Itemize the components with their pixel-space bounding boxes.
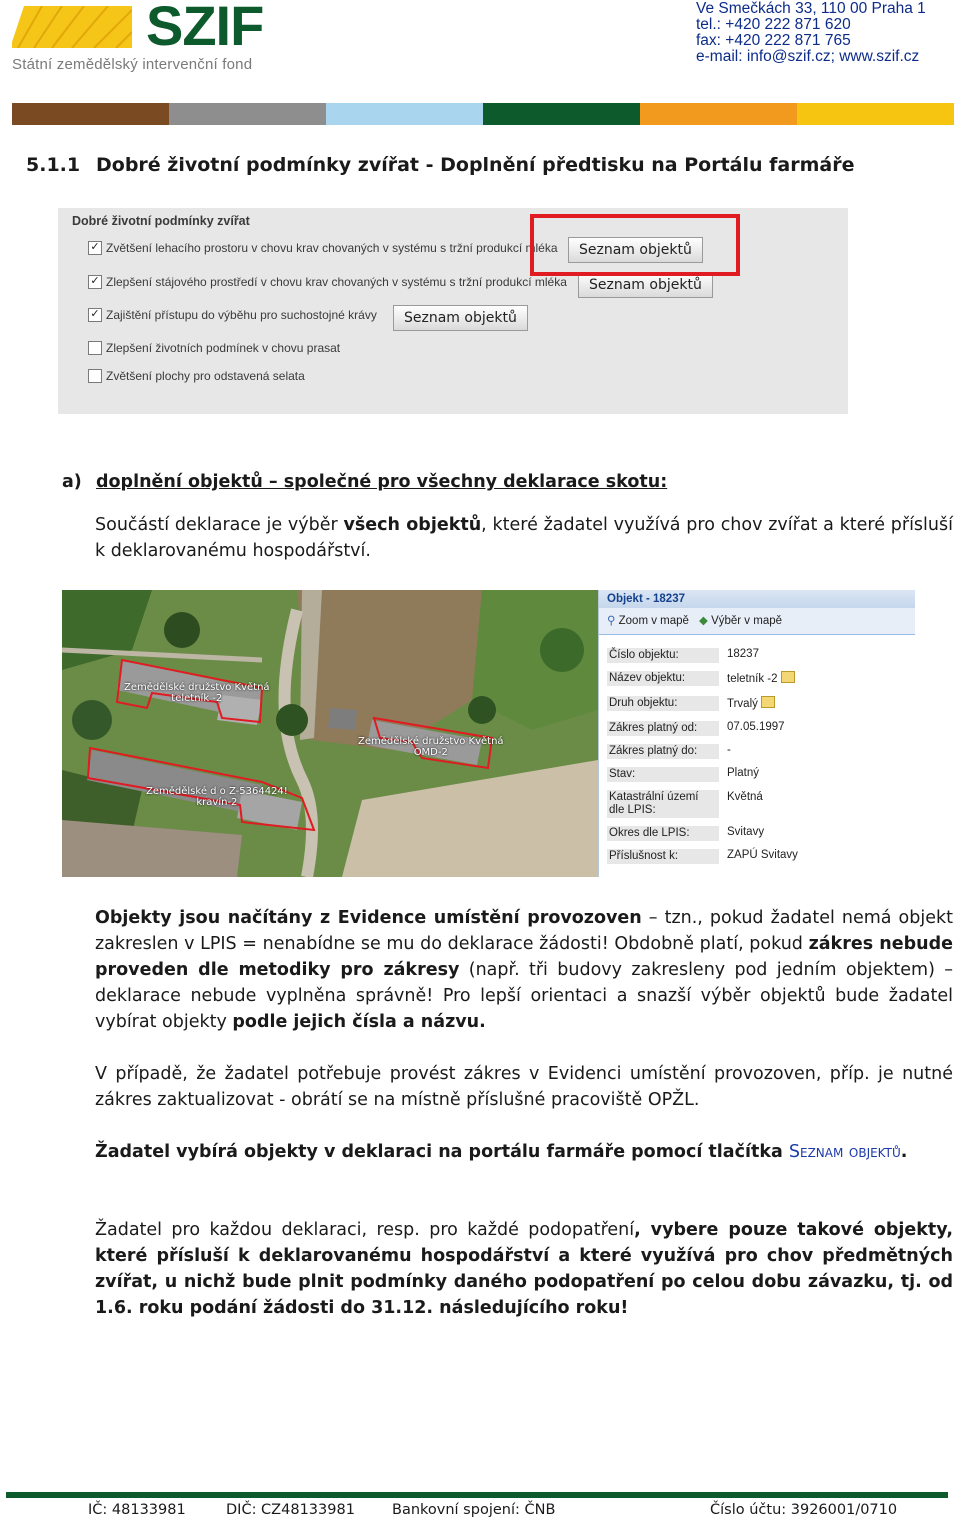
bold-text: zákres nebude proveden dle metodiky pro zákresy: [95, 934, 953, 980]
detail-value: [727, 671, 795, 686]
seznam-objektu-button[interactable]: Seznam objektů: [578, 272, 713, 298]
detail-value: -: [727, 744, 731, 756]
map-label-line: Zemědělské družstvo Květná: [358, 736, 504, 747]
bold-text: všech objektů: [343, 515, 482, 535]
map-label-line: teletník -2: [171, 693, 223, 704]
detail-value: Svitavy: [727, 826, 765, 838]
email-web[interactable]: e-mail: info@szif.cz; www.szif.cz: [696, 48, 920, 65]
paragraph-zakres: V případě, že žadatel potřebuje provést zákres v Evidenci umístění provozoven, příp. je nutné zákres zaktualizovat - obrátí se na místně příslušné pracoviště OPŽL.: [95, 1064, 953, 1110]
paragraph-selection-rule: [95, 1217, 953, 1321]
color-segment: [483, 103, 640, 125]
checkbox-row[interactable]: [88, 241, 558, 255]
detail-value-text: Trvalý: [727, 698, 758, 710]
edit-icon[interactable]: [781, 671, 795, 683]
contact-block: [696, 1, 926, 65]
bold-text: Žadatel vybírá objekty v deklaraci na portálu farmáře pomocí tlačítka: [95, 1142, 789, 1162]
paragraph-intro: [95, 512, 953, 564]
color-segment: [326, 103, 483, 125]
checkbox-label: Zajištění přístupu do výběhu pro suchostojné krávy: [106, 308, 377, 322]
detail-value: [727, 696, 775, 711]
magnifier-icon: ⚲: [607, 615, 616, 627]
zoom-in-map-button[interactable]: [607, 608, 689, 634]
checkbox-label: Zlepšení životních podmínek v chovu prasat: [106, 341, 341, 355]
szif-logo-mark-icon: [12, 6, 132, 48]
seznam-objektu-button[interactable]: Seznam objektů: [568, 237, 703, 263]
edit-icon[interactable]: [761, 696, 775, 708]
checkbox-row[interactable]: [88, 308, 377, 322]
aerial-map-image: [62, 590, 598, 877]
object-panel-toolbar: [599, 608, 915, 635]
detail-key: Stav:: [607, 767, 719, 782]
seznam-objektu-button[interactable]: Seznam objektů: [393, 305, 528, 331]
checkbox-row[interactable]: [88, 275, 567, 289]
checkbox-label: Zvětšení plochy pro odstavená selata: [106, 369, 305, 383]
text: Žadatel pro každou deklaraci, resp. pro každé podopatření: [95, 1220, 635, 1240]
checkbox[interactable]: ✓: [88, 308, 102, 322]
zoom-label: Zoom v mapě: [618, 615, 689, 627]
detail-key: Katastrální území dle LPIS:: [607, 790, 719, 818]
checkbox-label: Zlepšení stájového prostředí v chovu krav chovaných v systému s tržní produkcí mléka: [106, 275, 567, 289]
checkbox-row[interactable]: [88, 341, 340, 355]
detail-key: Název objektu:: [607, 671, 719, 686]
subheading-letter: a): [62, 472, 82, 492]
bold-text: podle jejich čísla a názvu.: [232, 1012, 486, 1032]
color-segment: [12, 103, 169, 125]
paragraph-button-hint: [95, 1139, 953, 1165]
checkbox[interactable]: ✓: [88, 275, 102, 289]
text: , které žadatel využívá pro chov zvířat a které přísluší k deklarovanému hospodářství.: [95, 515, 953, 561]
address: Ve Smečkách 33, 110 00 Praha 1: [696, 0, 926, 17]
detail-value-text: teletník -2: [727, 673, 778, 685]
logo-wordmark: SZIF: [146, 0, 264, 57]
phone: tel.: +420 222 871 620: [696, 16, 851, 33]
footer-rule: [6, 1492, 948, 1498]
color-segment: [169, 103, 326, 125]
detail-value: Květná: [727, 791, 763, 803]
object-panel-title: Objekt - 18237: [599, 590, 915, 608]
checkbox-label: Zvětšení lehacího prostoru v chovu krav chovaných v systému s tržní produkcí mléka: [106, 241, 558, 255]
map-label: [124, 682, 270, 704]
select-icon: ◆: [699, 615, 708, 627]
map-label-line: OMD-2: [413, 747, 448, 758]
map-screenshot: [62, 590, 598, 877]
text: Součástí deklarace je výběr: [95, 515, 344, 535]
footer-ic: IČ: 48133981: [88, 1502, 186, 1518]
detail-value: Platný: [727, 767, 759, 779]
section-heading: [26, 154, 854, 176]
map-label-line: Zemědělské d o Z-5364424!: [146, 786, 288, 797]
bold-text: , vybere pouze takové objekty, které přísluší k deklarovanému hospodářství a které využívá pro chov předmětných zvířat, u nichž bude plnit podmínky daného podopatření po celou dobu závazku, tj. od 1.6. roku podání žádosti do 31.12. následujícího roku!: [95, 1220, 953, 1318]
select-in-map-button[interactable]: [699, 608, 782, 634]
text: (např. tři budovy zakresleny pod jedním objektem) – deklarace nebude vyplněna správně! Pro lepší orientaci a snazší výběr objektů bude žadatel vybírat objekty: [95, 960, 954, 1032]
bold-text: .: [900, 1142, 908, 1162]
object-detail-panel: [598, 590, 915, 877]
detail-key: Příslušnost k:: [607, 849, 719, 864]
map-label-line: Zemědělské družstvo Květná: [124, 682, 270, 693]
color-segment: [640, 103, 797, 125]
detail-key: Druh objektu:: [607, 696, 719, 711]
fax: fax: +420 222 871 765: [696, 32, 851, 49]
checkbox[interactable]: [88, 369, 102, 383]
footer-account: Číslo účtu: 3926001/0710: [710, 1502, 898, 1518]
text: – tzn., pokud žadatel nemá objekt zakreslen v LPIS = nenabídne se mu do deklarace žádosti! Obdobně platí, pokud: [95, 908, 953, 954]
detail-key: Zákres platný do:: [607, 744, 719, 759]
detail-key: Okres dle LPIS:: [607, 826, 719, 841]
subheading-a: [62, 472, 667, 492]
highlight-frame: [530, 214, 740, 276]
detail-value: 18237: [727, 648, 759, 660]
map-label: [146, 786, 288, 808]
footer-dic: DIČ: CZ48133981: [226, 1502, 355, 1518]
map-label: [358, 736, 504, 758]
paragraph-evidence: [95, 905, 953, 1035]
panel-title: Dobré životní podmínky zvířat: [72, 214, 250, 228]
detail-key: Číslo objektu:: [607, 648, 719, 663]
detail-value: 07.05.1997: [727, 721, 785, 733]
detail-key: Zákres platný od:: [607, 721, 719, 736]
subheading-title: doplnění objektů – společné pro všechny deklarace skotu:: [96, 472, 668, 492]
section-number: 5.1.1: [26, 154, 81, 176]
section-title: Dobré životní podmínky zvířat - Doplnění předtisku na Portálu farmáře: [96, 154, 855, 176]
header-color-bar: [12, 103, 954, 125]
map-label-line: kravín-2: [196, 797, 238, 808]
detail-value: ZAPÚ Svitavy: [727, 849, 798, 861]
bold-text: Objekty jsou načítány z Evidence umístění provozoven: [95, 908, 642, 928]
footer-bank: Bankovní spojení: ČNB: [392, 1502, 556, 1518]
logo-subtitle: Státní zemědělský intervenční fond: [12, 56, 253, 73]
color-segment: [797, 103, 954, 125]
select-label: Výběr v mapě: [711, 615, 783, 627]
checkbox-row[interactable]: [88, 369, 305, 383]
seznam-objektu-link[interactable]: Seznam objektů: [788, 1142, 901, 1162]
checkbox[interactable]: ✓: [88, 241, 102, 255]
checkbox[interactable]: [88, 341, 102, 355]
